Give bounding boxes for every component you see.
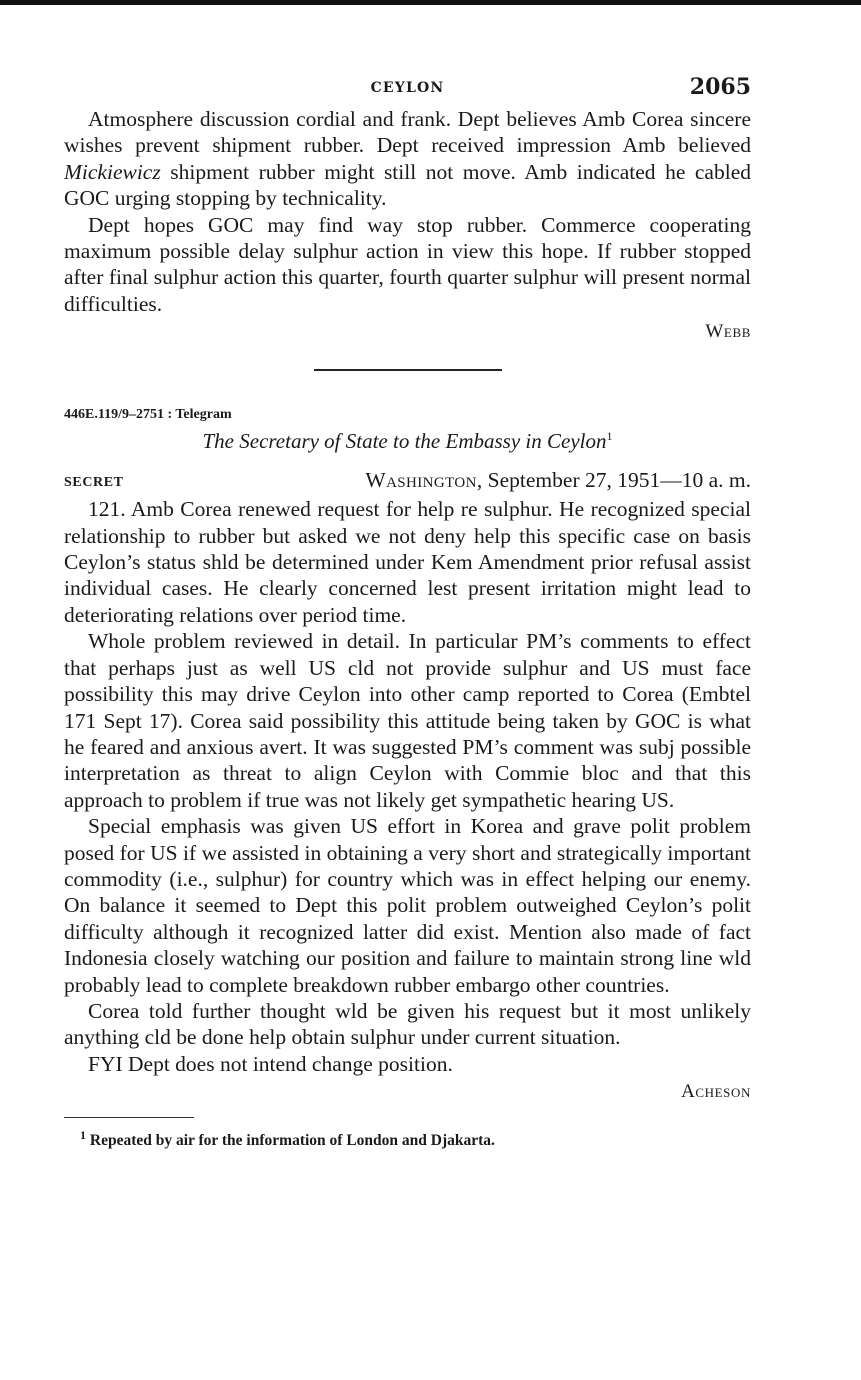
dateline bbox=[64, 468, 751, 496]
heading-text: The Secretary of State to the Embassy in Ceylon bbox=[202, 429, 607, 454]
footnote-marker: 1 bbox=[606, 429, 613, 444]
body-paragraph bbox=[64, 106, 751, 212]
document-heading bbox=[64, 429, 751, 454]
body-paragraph: Special emphasis was given US effort in Korea and grave polit problem posed for US if we assisted in obtaining a very short and strategically important commodity (i.e., sulphur) for country which was in effect helping our enemy. On balance it seemed to Dept this polit problem outweighed Ceylon’s polit difficulty although it recognized latter did exist. Mention also made of fact Indonesia closely watching our position and failure to maintain strong line wld probably lead to complete breakdown rubber embargo other countries. bbox=[64, 814, 751, 997]
classification-label: SECRET bbox=[64, 475, 124, 491]
place: Washington bbox=[365, 468, 477, 493]
ship-name: Mickiewicz bbox=[64, 159, 161, 184]
body-paragraph: Whole problem reviewed in detail. In particular PM’s comments to effect that perhaps just as well US cld not provide sulphur and US must face possibility this may drive Ceylon into other camp reported to Corea (Embtel 171 Sept 17). Corea said possibility this attitude being taken by GOC is what he feared and anxious avert. It was suggested PM’s comment was subj possible interpretation as threat to align Ceylon with Commie bloc and that this approach to problem if true was not likely get sympathetic hearing US. bbox=[64, 629, 751, 812]
section-divider bbox=[314, 369, 502, 371]
page-number: 2065 bbox=[689, 74, 751, 100]
running-header bbox=[64, 72, 751, 106]
body-paragraph: Dept hopes GOC may find way stop rubber. Commerce cooperating maximum possible delay sulphur action in view this hope. If rubber stopped after final sulphur action this quarter, fourth quarter sulphur will present normal difficulties. bbox=[64, 212, 751, 316]
document-page bbox=[64, 72, 751, 1150]
place-and-date bbox=[365, 468, 751, 493]
paragraph-text: Atmosphere discussion cordial and frank. Dept believes Amb Corea sincere wishes prevent shipment rubber. Dept received impression Amb believed bbox=[64, 107, 751, 158]
body-paragraph: FYI Dept does not intend change position. bbox=[88, 1051, 453, 1076]
top-edge-rule bbox=[0, 0, 861, 5]
signature-webb: Webb bbox=[705, 321, 751, 343]
signature-acheson: Acheson bbox=[681, 1081, 751, 1103]
footnote-text: Repeated by air for the information of London and Djakarta. bbox=[89, 1132, 495, 1150]
footnote-mark: 1 bbox=[80, 1128, 86, 1143]
footnote-rule bbox=[64, 1117, 194, 1118]
telegram-document bbox=[64, 407, 751, 1103]
running-title: CEYLON bbox=[370, 80, 445, 96]
body-paragraph: Corea told further thought wld be given his request but it most unlikely anything cld be done help obtain sulphur under current situation. bbox=[64, 998, 751, 1050]
date: , September 27, 1951—10 a. m. bbox=[476, 468, 751, 493]
file-reference: 446E.119/9–2751 : Telegram bbox=[64, 407, 232, 423]
footnote bbox=[64, 1128, 751, 1150]
body-paragraph: 121. Amb Corea renewed request for help re sulphur. He recognized special relationship to rubber but asked we not deny help this specific case on basis Ceylon’s status shld be determined under Kem Amendment prior refusal assist individual cases. He clearly concerned lest present irritation might lead to deteriorating relations over period time. bbox=[64, 497, 751, 627]
previous-document-body bbox=[64, 106, 751, 343]
paragraph-text: shipment rubber might still not move. Amb indicated he cabled GOC urging stopping by technicality. bbox=[64, 159, 751, 211]
